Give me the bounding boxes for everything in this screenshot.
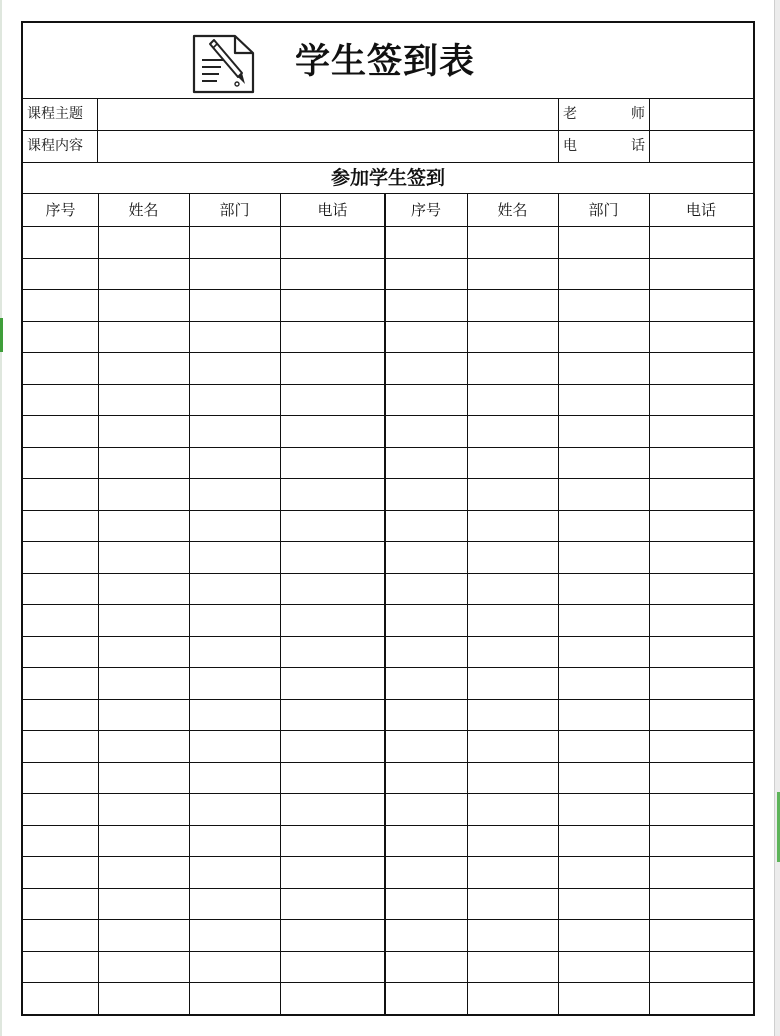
- phone-label-first-char: 电: [563, 138, 577, 154]
- left-edge-accent: [0, 318, 3, 352]
- table-row[interactable]: [23, 637, 753, 668]
- table-row[interactable]: [23, 857, 753, 888]
- content-row: [23, 131, 753, 163]
- teacher-label: [558, 99, 650, 130]
- column-header-phone-right: 电话: [685, 201, 716, 219]
- column-header-name-left: 姓名: [128, 201, 159, 219]
- table-row[interactable]: [23, 605, 753, 636]
- column-header-number-right: 序号: [410, 201, 441, 219]
- table-row[interactable]: [23, 983, 753, 1014]
- phone-label-second-char: 话: [631, 138, 645, 154]
- table-row[interactable]: [23, 668, 753, 699]
- column-header-name-right: 姓名: [497, 201, 528, 219]
- content-input-cell[interactable]: [98, 131, 558, 162]
- phone-input-cell[interactable]: [650, 131, 753, 162]
- table-row[interactable]: [23, 385, 753, 416]
- teacher-label-second-char: 师: [631, 106, 645, 122]
- window-left-edge: [0, 0, 2, 1036]
- title-row: [23, 23, 753, 99]
- topic-input-cell[interactable]: [98, 99, 558, 130]
- teacher-input-cell[interactable]: [650, 99, 753, 130]
- table-row[interactable]: [23, 322, 753, 353]
- table-row[interactable]: [23, 952, 753, 983]
- table-row[interactable]: [23, 227, 753, 258]
- topic-row: [23, 99, 753, 131]
- content-label: 课程内容: [23, 131, 98, 162]
- table-row[interactable]: [23, 416, 753, 447]
- table-row[interactable]: [23, 290, 753, 321]
- table-row[interactable]: [23, 574, 753, 605]
- section-title: 参加学生签到: [23, 163, 753, 194]
- table-row[interactable]: [23, 479, 753, 510]
- column-header-department-right: 部门: [588, 201, 619, 219]
- page-title: 学生签到表: [295, 42, 476, 82]
- table-row[interactable]: [23, 763, 753, 794]
- table-row[interactable]: [23, 731, 753, 762]
- table-row[interactable]: [23, 448, 753, 479]
- sign-in-sheet: [21, 21, 755, 1016]
- table-row[interactable]: [23, 353, 753, 384]
- vertical-scrollbar[interactable]: [774, 0, 780, 1036]
- table-row[interactable]: [23, 511, 753, 542]
- table-row[interactable]: [23, 794, 753, 825]
- phone-label: [558, 131, 650, 162]
- teacher-label-first-char: 老: [563, 106, 577, 122]
- column-header-phone-left: 电话: [317, 201, 348, 219]
- topic-label: 课程主题: [23, 99, 98, 130]
- column-header-department-left: 部门: [219, 201, 250, 219]
- column-header-number-left: 序号: [45, 201, 76, 219]
- table-row[interactable]: [23, 259, 753, 290]
- attendance-table: [23, 194, 753, 1014]
- table-row[interactable]: [23, 542, 753, 573]
- table-row[interactable]: [23, 826, 753, 857]
- table-row[interactable]: [23, 889, 753, 920]
- document-pen-icon: [191, 33, 257, 95]
- table-row[interactable]: [23, 700, 753, 731]
- table-row[interactable]: [23, 920, 753, 951]
